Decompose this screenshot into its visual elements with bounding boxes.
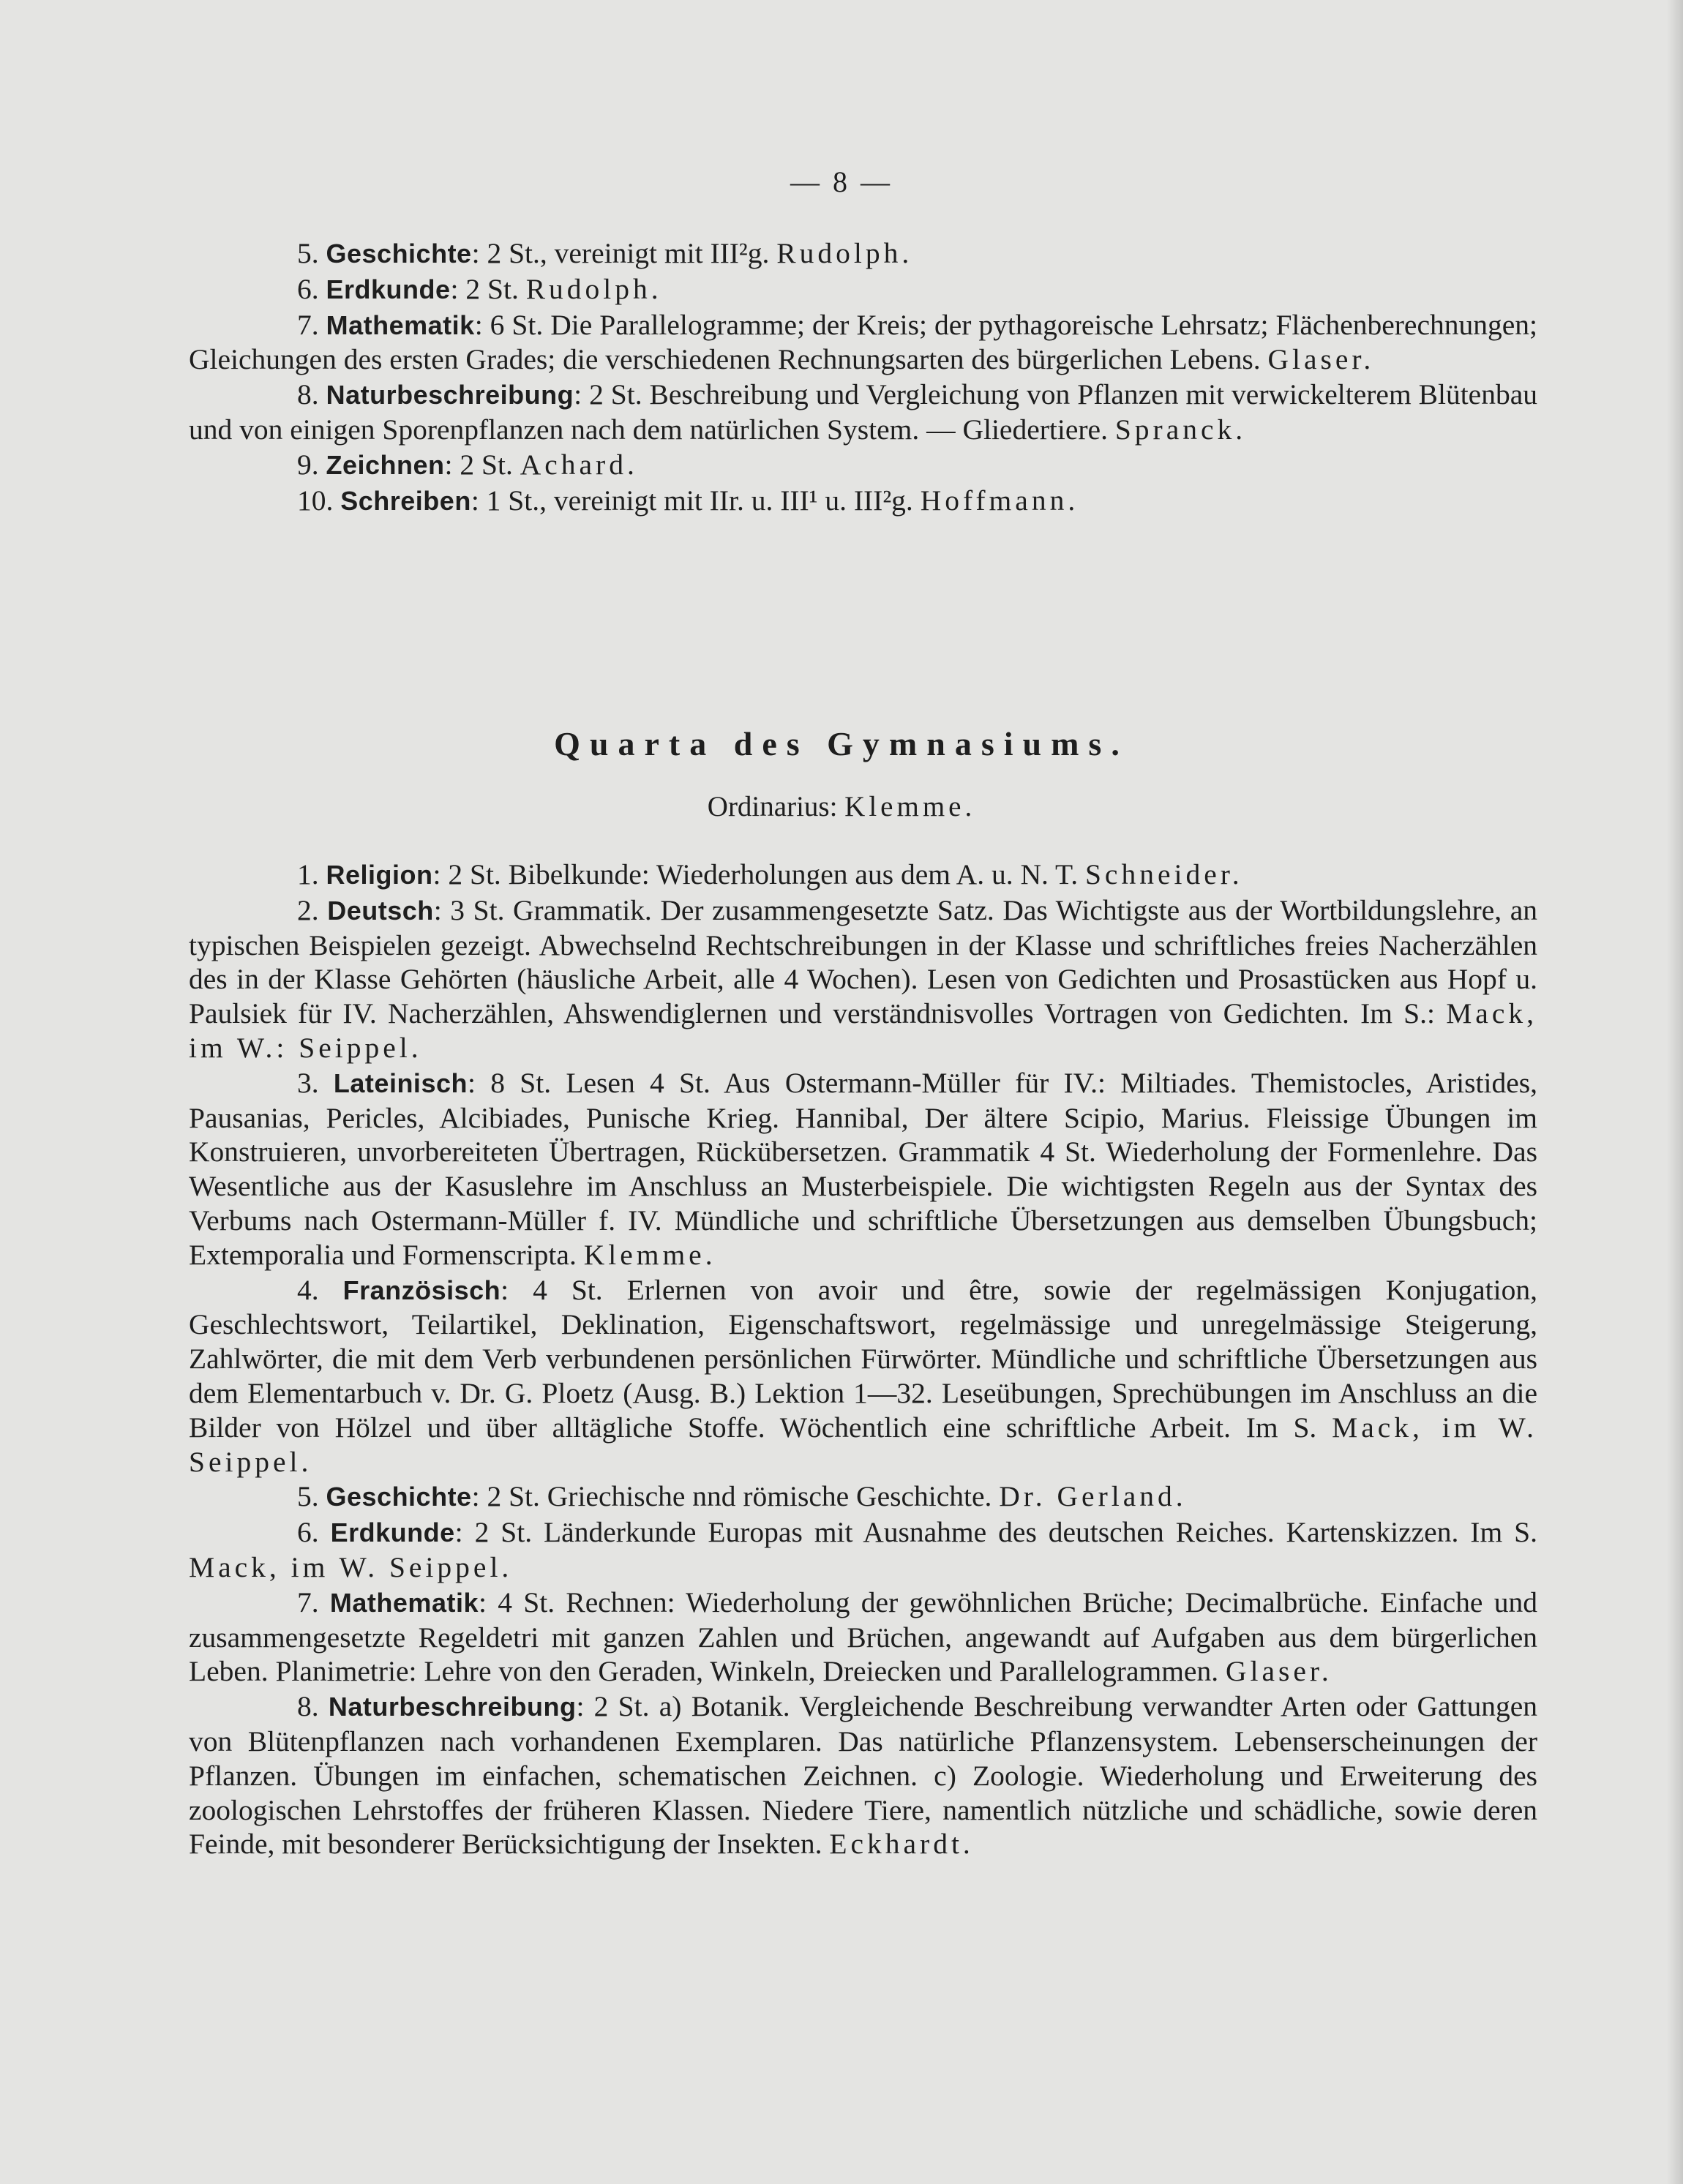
- list-item: [189, 1586, 1537, 1689]
- item-number: 9.: [297, 448, 319, 481]
- teacher-name: Eckhardt.: [829, 1828, 974, 1861]
- section-previous-class: [189, 236, 1537, 519]
- item-number: 7.: [297, 308, 319, 341]
- item-text: : 2 St. a) Botanik. Vergleichende Beschreibung verwandter Arten oder Gattungen von Blütenpflanzen nach vorhandenen Exemplaren. Das natürliche Pflanzensystem. Lebenserscheinungen der Pflanzen. Übungen im einfachen, schematischen Zeichnen. c) Zoologie. Wiederholung und Erweiterung des zoologischen Lehrstoffes der früheren Klassen. Niedere Tiere, namentlich nützliche und schädliche, sowie deren Feinde, mit besonderer Berücksichtigung der Insekten.: [189, 1690, 1537, 1861]
- list-item: [189, 272, 1537, 307]
- item-number: 6.: [297, 1516, 319, 1549]
- teacher-name: Achard.: [520, 448, 638, 481]
- teacher-name: Rudolph.: [776, 237, 913, 269]
- list-item: [189, 378, 1537, 447]
- teacher-name: Mack, im W. Seippel.: [189, 1411, 1538, 1478]
- subject-heading: Geschichte: [326, 239, 472, 269]
- item-text: : 2 St. Bibelkunde: Wiederholungen aus dem A. u. N. T.: [432, 858, 1085, 890]
- item-number: 5.: [297, 1480, 319, 1513]
- list-item: [189, 1066, 1537, 1272]
- teacher-name: Mack, im W. Seippel.: [189, 1550, 513, 1583]
- section-title: Quarta des Gymnasiums.: [554, 725, 1129, 762]
- item-number: 6.: [297, 272, 319, 305]
- subject-heading: Naturbeschreibung: [326, 380, 574, 410]
- item-text: : 4 St. Rechnen: Wiederholung der gewöhnlichen Brüche; Decimalbrüche. Einfache und zusammengesetzte Regeldetri mit ganzen Zahlen und Brüchen, angewandt auf Aufgaben aus dem bürgerlichen Leben. Planimetrie: Lehre von den Geraden, Winkeln, Dreiecken und Parallelogrammen.: [189, 1586, 1537, 1688]
- teacher-name: Rudolph.: [525, 272, 662, 305]
- teacher-name: Schneider.: [1084, 858, 1243, 890]
- subject-heading: Naturbeschreibung: [328, 1692, 577, 1722]
- item-number: 5.: [297, 237, 319, 269]
- list-item: [189, 893, 1537, 1065]
- ordinarius-line: [0, 790, 1683, 823]
- subject-heading: Geschichte: [326, 1482, 472, 1512]
- ordinarius-name: Klemme.: [844, 791, 976, 822]
- subject-heading: Erdkunde: [330, 1517, 455, 1548]
- item-text: : 3 St. Grammatik. Der zusammengesetzte Satz. Das Wichtigste aus der Wortbildungslehre, an typischen Beispielen gezeigt. Abwechselnd Rechtschreibungen in der Klasse und schriftliches freies Nacherzählen des in der Klasse Gehörten (häusliche Arbeit, alle 4 Wochen). Lesen von Gedichten und Prosastücken aus Hopf u. Paulsiek für IV. Nacherzählen, Ahswendiglernen und verständnisvolles Vortragen von Gedichten. Im S.:: [189, 893, 1538, 1030]
- subject-heading: Mathematik: [329, 1587, 479, 1618]
- page-number: — 8 —: [790, 165, 893, 198]
- item-text: : 2 St., vereinigt mit III²g.: [471, 237, 777, 269]
- section-quarta: [189, 858, 1537, 1862]
- subject-heading: Französisch: [342, 1275, 501, 1305]
- page-edge-shadow: [1667, 0, 1683, 2184]
- list-item: [189, 1515, 1537, 1585]
- item-text: : 2 St. Länderkunde Europas mit Ausnahme des deutschen Reiches. Kartenskizzen. Im S.: [454, 1516, 1537, 1549]
- subject-heading: Schreiben: [340, 485, 471, 516]
- item-number: 8.: [297, 378, 319, 411]
- item-text: : 2 St.: [444, 448, 520, 481]
- list-item: [189, 236, 1537, 271]
- subject-heading: Erdkunde: [326, 274, 451, 304]
- item-number: 8.: [297, 1690, 319, 1723]
- subject-heading: Zeichnen: [326, 449, 445, 480]
- ordinarius-label: Ordinarius:: [707, 791, 845, 822]
- list-item: [189, 1273, 1537, 1479]
- teacher-name: Glaser.: [1225, 1655, 1332, 1688]
- subject-heading: Deutsch: [327, 895, 434, 926]
- item-number: 2.: [297, 893, 319, 926]
- item-text: : 8 St. Lesen 4 St. Aus Ostermann-Müller für IV.: Miltiades. Themistocles, Aristides, Pausanias, Pericles, Alcibiades, Punische Krieg. Hannibal, Der ältere Scipio, Marius. Fleissige Übungen im Konstruieren, unvorbereiteten Übertragen, Rückübersetzen. Grammatik 4 St. Wiederholung der Formenlehre. Das Wesentliche aus der Kasuslehre im Anschluss an Musterbeispiele. Die wichtigsten Regeln aus der Syntax des Verbums nach Ostermann-Müller f. IV. Mündliche und schriftliche Übersetzungen aus demselben Übungsbuch; Extemporalia und Formenscripta.: [189, 1066, 1538, 1271]
- item-text: : 2 St. Beschreibung und Vergleichung von Pflanzen mit verwickelterem Blütenbau und von einigen Sporenpflanzen nach dem natürlichen System. — Gliedertiere.: [189, 378, 1537, 446]
- list-item: [189, 1689, 1537, 1861]
- teacher-name: Mack, im W.: Seippel.: [189, 997, 1537, 1064]
- teacher-name: Spranck.: [1114, 413, 1247, 446]
- list-item: [189, 1479, 1537, 1515]
- item-number: 4.: [297, 1273, 319, 1306]
- teacher-name: Dr. Gerland.: [999, 1480, 1187, 1513]
- item-number: 10.: [297, 484, 334, 517]
- item-text: : 2 St. Griechische nnd römische Geschichte.: [471, 1480, 1000, 1513]
- subject-heading: Religion: [326, 860, 433, 890]
- item-number: 7.: [297, 1586, 319, 1618]
- subject-heading: Mathematik: [326, 309, 475, 340]
- list-item: [189, 308, 1537, 378]
- item-number: 3.: [297, 1066, 319, 1099]
- item-text: : 6 St. Die Parallelogramme; der Kreis; der pythagoreische Lehrsatz; Flächenberechnungen; Gleichungen des ersten Grades; die verschiedenen Rechnungsarten des bürgerlichen Lebens.: [189, 308, 1537, 376]
- teacher-name: Klemme.: [583, 1238, 716, 1271]
- item-text: : 2 St.: [450, 272, 526, 305]
- teacher-name: Glaser.: [1267, 343, 1375, 376]
- item-number: 1.: [297, 858, 319, 890]
- item-text: : 4 St. Erlernen von avoir und être, sowie der regelmässigen Konjugation, Geschlechtswort, Teilartikel, Deklination, Eigenschaftswort, regelmässige und unregelmässige Steigerung, Zahlwörter, die mit dem Verb verbundenen persönlichen Fürwörter. Mündliche und schriftliche Übersetzungen aus dem Elementarbuch v. Dr. G. Ploetz (Ausg. B.) Lektion 1—32. Leseübungen, Sprechübungen im Anschluss an die Bilder von Hölzel und über alltägliche Stoffe. Wöchentlich eine schriftliche Arbeit. Im S.: [189, 1273, 1538, 1444]
- list-item: [189, 484, 1537, 519]
- list-item: [189, 858, 1537, 893]
- item-text: : 1 St., vereinigt mit IIr. u. III¹ u. III²g.: [471, 484, 921, 517]
- subject-heading: Lateinisch: [333, 1067, 468, 1098]
- list-item: [189, 448, 1537, 483]
- teacher-name: Hoffmann.: [920, 484, 1079, 517]
